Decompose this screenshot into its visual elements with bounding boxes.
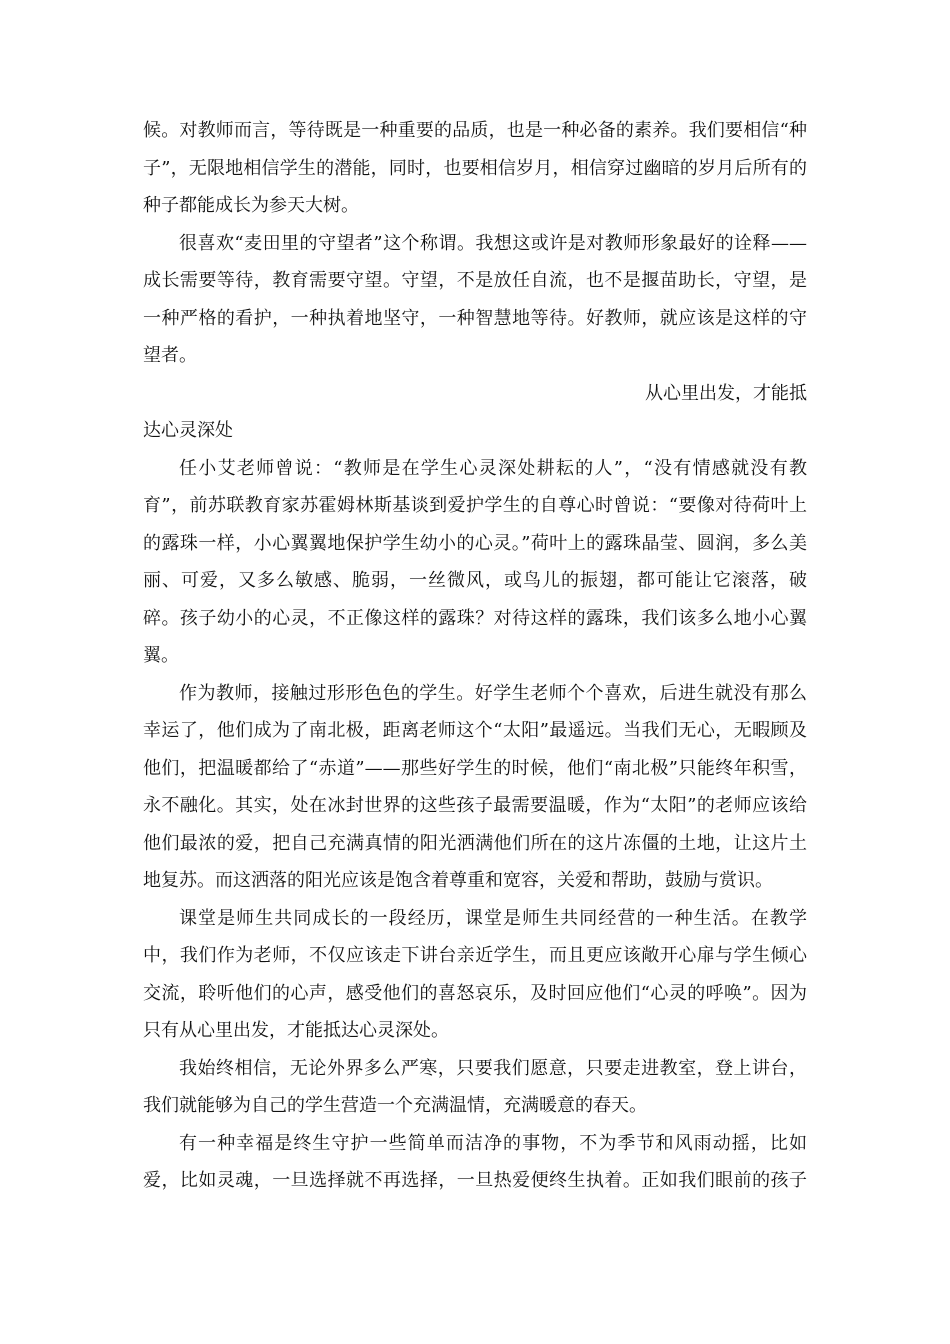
section-heading: 从心里出发，才能抵 xyxy=(645,382,807,404)
paragraph-spring: 我始终相信，无论外界多么严寒，只要我们愿意，只要走进教室，登上讲台，我们就能够为自己的学生营造一个充满温情，充满暖意的春天。 xyxy=(143,1057,807,1116)
paragraph-watcher: 很喜欢“麦田里的守望者”这个称谓。我想这或许是对教师形象最好的诠释——成长需要等待，教育需要守望。守望，不是放任自流，也不是揠苗助长，守望，是一种严格的看护，一种执着地坚守，一种智慧地等待。好教师，就应该是这样的守望者。 xyxy=(143,232,807,366)
paragraph-classroom: 课堂是师生共同成长的一段经历，课堂是师生共同经营的一种生活。在教学中，我们作为老师，不仅应该走下讲台亲近学生，而且更应该敞开心扉与学生倾心交流，聆听他们的心声，感受他们的喜怒哀乐，及时回应他们“心灵的呼唤”。因为只有从心里出发，才能抵达心灵深处。 xyxy=(143,907,807,1041)
paragraph-sun: 作为教师，接触过形形色色的学生。好学生老师个个喜欢，后进生就没有那么幸运了，他们成为了南北极，距离老师这个“太阳”最遥远。当我们无心，无暇顾及他们，把温暖都给了“赤道”——那些好学生的时候，他们“南北极”只能终年积雪，永不融化。其实，处在冰封世界的这些孩子最需要温暖，作为“太阳”的老师应该给他们最浓的爱，把自己充满真情的阳光洒满他们所在的这片冻僵的土地，让这片土地复苏。而这洒落的阳光应该是饱含着尊重和宽容，关爱和帮助，鼓励与赏识。 xyxy=(143,682,807,891)
document-page xyxy=(143,112,807,1200)
paragraph-dewdrop: 任小艾老师曾说：“教师是在学生心灵深处耕耘的人”，“没有情感就没有教育”，前苏联教育家苏霍姆林斯基谈到爱护学生的自尊心时曾说：“要像对待荷叶上的露珠一样，小心翼翼地保护学生幼小的心灵。”荷叶上的露珠晶莹、圆润，多么美丽、可爱，又多么敏感、脆弱，一丝微风，或鸟儿的振翅，都可能让它滚落，破碎。孩子幼小的心灵，不正像这样的露珠？对待这样的露珠，我们该多么地小心翼翼。 xyxy=(143,457,807,666)
section-heading-continuation: 达心灵深处 xyxy=(143,420,233,441)
paragraph-happiness: 有一种幸福是终生守护一些简单而洁净的事物，不为季节和风雨动摇，比如爱，比如灵魂，一旦选择就不再选择，一旦热爱便终生执着。正如我们眼前的孩子 xyxy=(143,1132,807,1191)
paragraph-continuation: 候。对教师而言，等待既是一种重要的品质，也是一种必备的素养。我们要相信“种子”，无限地相信学生的潜能，同时，也要相信岁月，相信穿过幽暗的岁月后所有的种子都能成长为参天大树。 xyxy=(143,120,807,216)
